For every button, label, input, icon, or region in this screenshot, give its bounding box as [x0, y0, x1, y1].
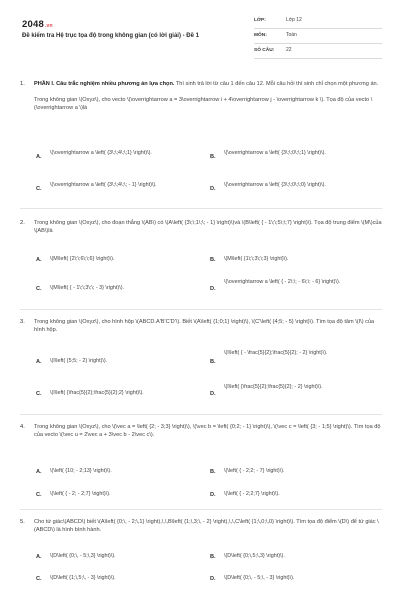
question-1 [20, 80, 382, 198]
question-number: 1. [20, 81, 25, 87]
divider [20, 309, 382, 310]
question-3 [20, 318, 382, 408]
stem-text: Cho tứ giác\(ABCD\) biết \(A\left( {0;\, - 2;\,1} \right),\,\,B\left( {1;\,3;\, - 2} \right),\,\,C\left( {1;\,0;\,0} \right)\). Tìm tọa độ điểm \(D\) để tứ giác \(ABCD\) là hình bình hành. [34, 519, 379, 534]
option-text: \(\left( { - 2;2;7} \right)\). [224, 491, 280, 497]
option-label: A. [36, 554, 42, 560]
option-text: \(D\left( {0;\,5;\,3} \right)\). [224, 553, 285, 559]
page-header [22, 10, 382, 62]
question-number: 4. [20, 424, 25, 430]
question-stem [34, 518, 382, 534]
meta-value: Lớp 12 [286, 17, 302, 24]
option-text: \(I\left( {\frac{5}{2};\frac{5}{2};2} \right)\). [50, 390, 144, 396]
part-instructions [34, 80, 382, 88]
option-text: \(\overrightarrow a \left( {3\;\;4\;\; - 1} \right)\). [50, 182, 157, 188]
meta-key: MÔN: [254, 32, 267, 38]
stem-text: Trong không gian \(Oxyz\), cho vecto \(\overrightarrow a = 3\overrightarrow i + 4\overrightarrow j - \overrightarrow k \). Tọa độ của vecto \(\overrightarrow a \)là [34, 97, 373, 112]
option-text: \(D\left( {1;\,5;\, - 3} \right)\). [50, 575, 116, 581]
option-text: \(\overrightarrow a \left( {3\;\;0\;\;0} \right)\). [224, 182, 326, 188]
option-label: C. [36, 391, 42, 397]
option-label: A. [36, 154, 42, 160]
question-number: 3. [20, 319, 25, 325]
logo-text: 2048 [22, 19, 44, 30]
option-text: \(\left( { - 2;2; - 7} \right)\). [224, 468, 285, 474]
option-label: D. [210, 492, 216, 498]
question-5 [20, 518, 382, 598]
option-text: \(\left( {10; - 2;13} \right)\). [50, 468, 112, 474]
question-number: 5. [20, 519, 25, 525]
question-stem [34, 318, 382, 334]
site-logo[interactable] [22, 18, 53, 32]
stem-text: Trong không gian \(Oxyz\), cho \(\vec a = \left( {2; - 3;3} \right)\), \(\vec b = \left( {0;2; - 1} \right)\), \(\vec c = \left( {3; - 1;5} \right)\). Tìm tọa độ của vecto \(\vec u = 2\vec a + 3\vec b - 2\vec c\). [34, 424, 381, 439]
question-2 [20, 219, 382, 304]
option-label: A. [36, 469, 42, 475]
option-text: \(I\left( {\frac{5}{2};\frac{5}{2}; - 2} \right)\). [224, 384, 323, 390]
option-label: C. [36, 576, 42, 582]
question-stem [34, 219, 382, 235]
option-text: \(\left( { - 2; - 2;7} \right)\). [50, 491, 111, 497]
question-stem [34, 80, 382, 112]
stem-text: Trong không gian \(Oxyz\), cho đoạn thẳng \(AB\) có \(A\left( {3\;\;1\;\; - 1} \right)\)và \(B\left( { - 1\;\;5\;\;7} \right)\). Tọa độ trung điểm \(M\)của \(AB\)là [34, 220, 382, 235]
page-title: Đề kiểm tra Hệ trục tọa độ trong không gian (có lời giải) - Đề 1 [22, 33, 199, 39]
option-label: D. [210, 576, 216, 582]
meta-value: 22 [286, 47, 292, 54]
part-description: Thí sinh trả lời từ câu 1 đến câu 12. Mỗi câu hỏi thí sinh chỉ chọn một phương án. [174, 81, 379, 87]
option-text: \(I\left( { - \frac{5}{2};\frac{5}{2}; - 2} \right)\). [224, 350, 328, 356]
option-text: \(\overrightarrow a \left( { - 2\;\; - 6\;\; - 6} \right)\). [224, 279, 341, 285]
option-text: \(M\left( { - 1\;\;3\;\; - 3} \right)\). [50, 285, 124, 291]
option-label: D. [210, 286, 216, 292]
option-label: B. [210, 257, 216, 263]
option-label: B. [210, 469, 216, 475]
meta-key: SỐ CÂU: [254, 47, 275, 53]
option-label: D. [210, 186, 216, 192]
option-label: A. [36, 359, 42, 365]
question-4 [20, 423, 382, 503]
option-label: C. [36, 286, 42, 292]
divider [20, 414, 382, 415]
part-title: PHẦN I. Câu trắc nghiệm nhiều phương án lựa chọn. [34, 81, 175, 87]
meta-value: Toán [286, 32, 297, 39]
option-label: A. [36, 257, 42, 263]
meta-row-count [254, 44, 382, 59]
option-text: \(M\left( {2\;\;6\;\;6} \right)\). [50, 256, 115, 262]
option-label: D. [210, 391, 216, 397]
option-label: B. [210, 554, 216, 560]
logo-tld: .vn [44, 23, 53, 29]
divider [20, 509, 382, 510]
question-number: 2. [20, 220, 25, 226]
option-text: \(M\left( {1\;\;3\;\;3} \right)\). [224, 256, 289, 262]
divider [20, 208, 382, 209]
option-text: \(D\left( {0;\, - 5;\, - 3} \right)\). [224, 575, 295, 581]
meta-row-subject [254, 29, 382, 44]
option-label: C. [36, 492, 42, 498]
option-text: \(\overrightarrow a \left( {3\;\;4\;\;1} \right)\). [50, 150, 152, 156]
stem-text: Trong không gian \(Oxyz\), cho hình hộp \(ABCD.A'B'C'D'\). Biết \(A\left( {1;0;1} \right)\), \(C'\left( {4;5; - 5} \right)\). Tìm tọa độ tâm \(I\) của hình hộp. [34, 319, 375, 334]
meta-key: LỚP: [254, 17, 266, 23]
meta-row-class [254, 14, 382, 29]
option-label: C. [36, 186, 42, 192]
option-label: B. [210, 154, 216, 160]
option-text: \(D\left( {0;\, - 5;\,3} \right)\). [50, 553, 116, 559]
exam-meta-table [254, 14, 382, 59]
question-stem [34, 423, 382, 439]
option-text: \(I\left( {5;5; - 2} \right)\). [50, 358, 108, 364]
option-label: B. [210, 359, 216, 365]
option-text: \(\overrightarrow a \left( {3\;\;0\;\;1} \right)\). [224, 150, 326, 156]
